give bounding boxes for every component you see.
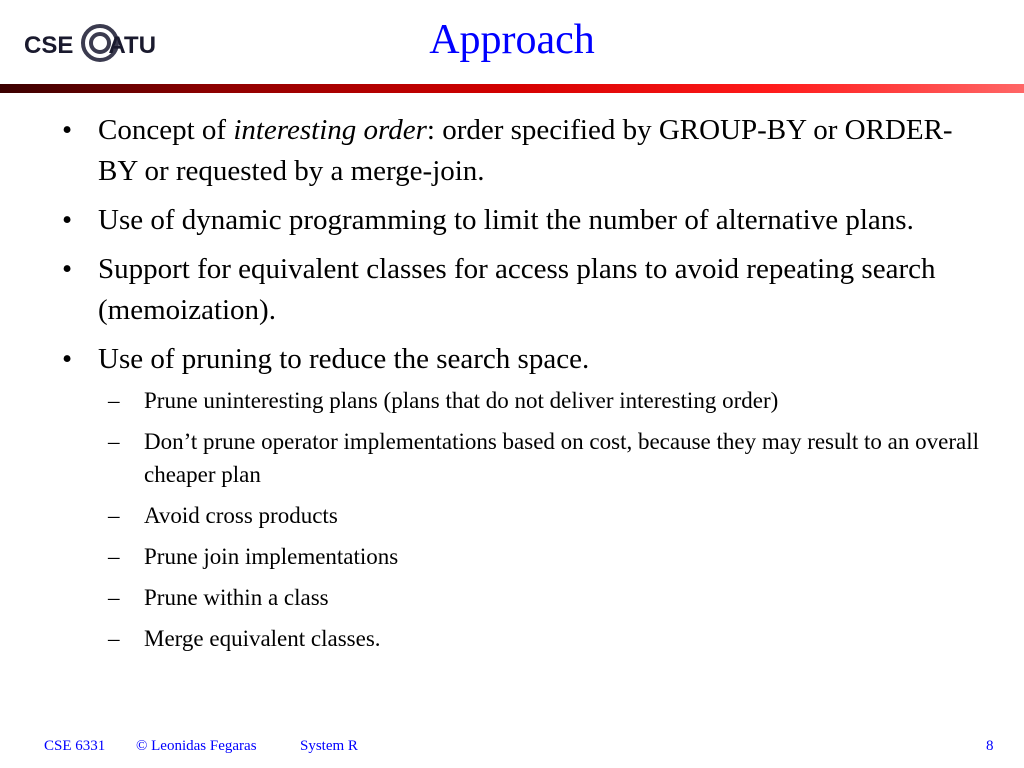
sub-bullet-item — [108, 384, 982, 417]
sub-bullet-mark: – — [108, 585, 120, 610]
bullet-mark: • — [62, 253, 73, 285]
bullet-text-prefix: Concept of — [98, 114, 234, 146]
bullet-text: Use of pruning to reduce the search space. — [98, 343, 590, 375]
sub-bullet-item — [108, 540, 982, 573]
title-divider — [0, 84, 1024, 93]
sub-bullet-item — [108, 499, 982, 532]
bullet-text: Support for equivalent classes for access plans to avoid repeating search (memoization). — [98, 253, 936, 326]
sub-bullet-text: Prune uninteresting plans (plans that do not deliver interesting order) — [144, 388, 779, 413]
bullet-item — [62, 339, 982, 380]
slide-title: Approach — [429, 17, 595, 63]
sub-bullet-text: Prune within a class — [144, 585, 329, 610]
footer-course: CSE 6331 — [44, 738, 106, 754]
sub-bullet-mark: – — [108, 388, 120, 413]
bullet-text-emphasis: interesting order — [233, 114, 427, 146]
sub-bullet-mark: – — [108, 503, 120, 528]
sub-bullet-mark: – — [108, 429, 120, 454]
sub-bullet-text: Merge equivalent classes. — [144, 626, 381, 651]
bullet-mark: • — [62, 114, 73, 146]
logo-text-right: UTA — [108, 32, 156, 59]
slide-content — [62, 110, 982, 663]
bullet-item — [62, 110, 982, 192]
sub-bullet-item — [108, 622, 982, 655]
bullet-text: Use of dynamic programming to limit the number of alternative plans. — [98, 204, 914, 236]
sub-bullet-mark: – — [108, 626, 120, 651]
sub-bullet-text: Prune join implementations — [144, 544, 399, 569]
sub-bullet-item — [108, 581, 982, 614]
bullet-text-suffix: : order specified by GROUP-BY or ORDER-BY or requested by a merge-join. — [98, 114, 953, 187]
footer-author: © Leonidas Fegaras — [136, 738, 257, 754]
footer-topic: System R — [300, 738, 358, 754]
sub-bullet-text: Don’t prune operator implementations based on cost, because they may result to an overall cheaper plan — [144, 429, 979, 487]
sub-bullet-item — [108, 425, 982, 491]
bullet-mark: • — [62, 204, 73, 236]
sub-bullet-text: Avoid cross products — [144, 503, 338, 528]
bullet-item — [62, 249, 982, 331]
bullet-mark: • — [62, 343, 73, 375]
bullet-item — [62, 200, 982, 241]
footer-page-number: 8 — [986, 738, 994, 754]
sub-bullet-mark: – — [108, 544, 120, 569]
logo-text-left: CSE — [24, 32, 74, 59]
